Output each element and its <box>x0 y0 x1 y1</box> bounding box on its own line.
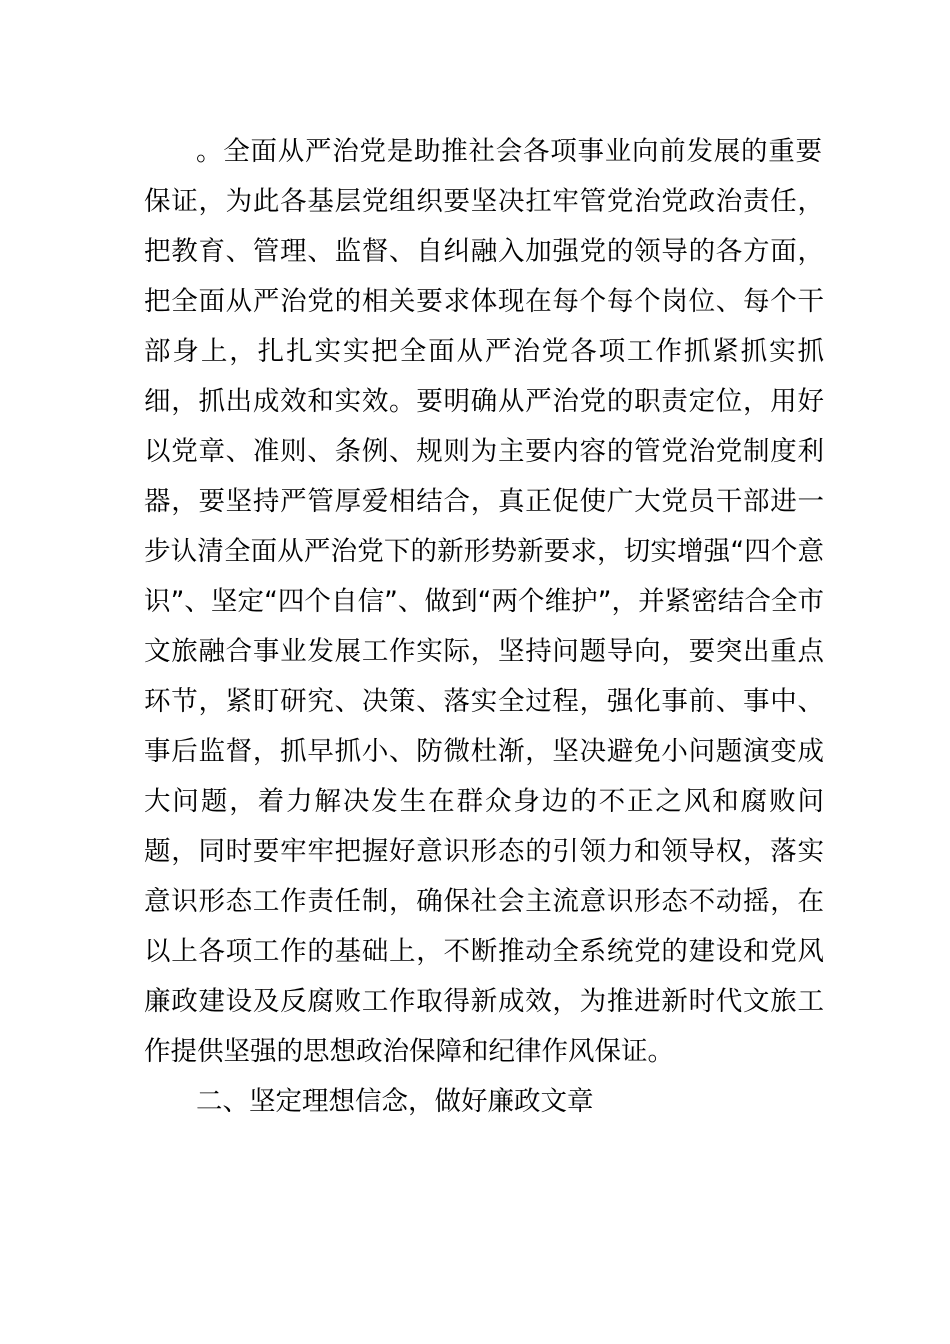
paragraph-line: 大问题，着力解决发生在群众身边的不正之风和腐败问 <box>144 786 824 817</box>
paragraph-line: 器，要坚持严管厚爱相结合，真正促使广大党员干部进一 <box>144 486 824 517</box>
section-heading: 二、坚定理想信念，做好廉政文章 <box>196 1086 594 1117</box>
paragraph-line: 意识形态工作责任制，确保社会主流意识形态不动摇，在 <box>144 886 824 917</box>
paragraph-line: 细，抓出成效和实效。要明确从严治党的职责定位，用好 <box>144 386 824 417</box>
paragraph-line: 部身上，扎扎实实把全面从严治党各项工作抓紧抓实抓 <box>144 336 824 367</box>
paragraph-line: 廉政建设及反腐败工作取得新成效，为推进新时代文旅工 <box>144 986 824 1017</box>
paragraph-line: 把全面从严治党的相关要求体现在每个每个岗位、每个干 <box>144 286 824 317</box>
paragraph-line: 以党章、准则、条例、规则为主要内容的管党治党制度利 <box>144 436 824 467</box>
paragraph-line: 文旅融合事业发展工作实际，坚持问题导向，要突出重点 <box>144 636 824 667</box>
paragraph-line: 作提供坚强的思想政治保障和纪律作风保证。 <box>144 1036 674 1067</box>
paragraph-line: 识”、坚定“四个自信”、做到“两个维护”，并紧密结合全市 <box>144 586 824 617</box>
paragraph-line: 以上各项工作的基础上，不断推动全系统党的建设和党风 <box>144 936 824 967</box>
paragraph-line: 把教育、管理、监督、自纠融入加强党的领导的各方面， <box>144 236 824 267</box>
paragraph-line: 题，同时要牢牢把握好意识形态的引领力和领导权，落实 <box>144 836 824 867</box>
paragraph-line: 事后监督，抓早抓小、防微杜渐，坚决避免小问题演变成 <box>144 736 824 767</box>
paragraph-line: 保证，为此各基层党组织要坚决扛牢管党治党政治责任， <box>144 186 824 217</box>
paragraph-line: 。全面从严治党是助推社会各项事业向前发展的重要 <box>196 136 822 167</box>
paragraph-line: 环节，紧盯研究、决策、落实全过程，强化事前、事中、 <box>144 686 824 717</box>
paragraph-line: 步认清全面从严治党下的新形势新要求，切实增强“四个意 <box>144 536 824 567</box>
